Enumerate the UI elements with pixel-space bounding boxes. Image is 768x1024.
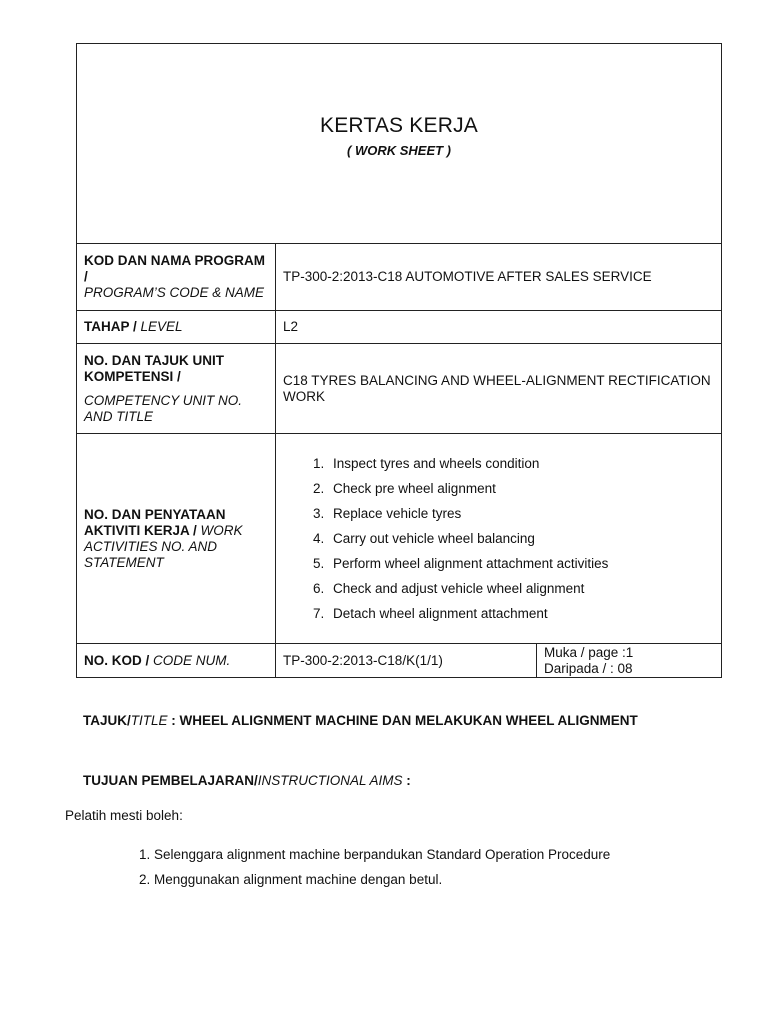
level-row (77, 311, 722, 344)
program-value: TP-300-2:2013-C18 AUTOMOTIVE AFTER SALES SERVICE (276, 244, 722, 311)
title-label-italic: TITLE (130, 713, 168, 728)
program-label (77, 244, 276, 311)
activities-row (77, 434, 722, 644)
title-cell (77, 44, 722, 244)
activities-label (77, 434, 276, 644)
activity-item: 2. Check pre wheel alignment (328, 476, 714, 501)
page-total: Daripada / : 08 (544, 660, 633, 676)
activity-item: 7. Detach wheel alignment attachment (328, 601, 714, 626)
aims-list (128, 842, 660, 892)
unit-row (77, 344, 722, 434)
level-value: L2 (276, 311, 722, 344)
aims-label-italic: INSTRUCTIONAL AIMS (257, 773, 403, 788)
page-info (537, 644, 722, 678)
worksheet-title (83, 708, 643, 733)
document-subtitle: ( WORK SHEET ) (347, 143, 451, 158)
activity-item: 4. Carry out vehicle wheel balancing (328, 526, 714, 551)
code-value: TP-300-2:2013-C18/K(1/1) (276, 644, 537, 678)
worksheet-header-table (76, 43, 721, 678)
activities-label-bold: NO. DAN PENYATAAN AKTIVITI KERJA / (84, 506, 226, 538)
activity-item: 3. Replace vehicle tyres (328, 501, 714, 526)
level-label-bold: TAHAP / (84, 319, 137, 334)
aims-heading (83, 773, 411, 788)
aim-item: 1. Selenggara alignment machine berpandukan Standard Operation Procedure (154, 842, 660, 867)
title-label-bold: TAJUK/ (83, 713, 131, 728)
unit-label (77, 344, 276, 434)
code-label-italic: CODE NUM. (153, 652, 231, 668)
document-title: KERTAS KERJA (319, 114, 478, 137)
page-number: Muka / page :1 (544, 644, 634, 660)
level-label (77, 311, 276, 344)
code-label (77, 644, 276, 678)
activities-list (283, 451, 714, 626)
activity-item: 1. Inspect tyres and wheels condition (328, 451, 714, 476)
activities-label-italic: WORK ACTIVITIES NO. AND STATEMENT (84, 522, 243, 570)
code-label-bold: NO. KOD / (84, 652, 150, 668)
unit-label-italic: COMPETENCY UNIT NO. AND TITLE (84, 392, 243, 424)
code-row (77, 644, 722, 678)
aims-label-bold: TUJUAN PEMBELAJARAN/ (83, 773, 258, 788)
program-label-bold: KOD DAN NAMA PROGRAM / (84, 253, 265, 284)
level-label-italic: LEVEL (140, 319, 183, 334)
aim-item: 2. Menggunakan alignment machine dengan betul. (154, 867, 660, 892)
title-text: : WHEEL ALIGNMENT MACHINE DAN MELAKUKAN WHEEL ALIGNMENT (171, 713, 638, 728)
unit-label-bold: NO. DAN TAJUK UNIT KOMPETENSI / (84, 352, 224, 384)
program-label-italic: PROGRAM’S CODE & NAME (84, 285, 265, 300)
unit-value: C18 TYRES BALANCING AND WHEEL-ALIGNMENT RECTIFICATION WORK (276, 344, 722, 434)
program-row (77, 244, 722, 311)
activity-item: 5. Perform wheel alignment attachment activities (328, 551, 714, 576)
intro-text: Pelatih mesti boleh: (65, 808, 183, 823)
aims-colon: : (402, 773, 411, 788)
activities-list-cell (276, 434, 722, 644)
info-table (76, 43, 722, 678)
activity-item: 6. Check and adjust vehicle wheel alignment (328, 576, 714, 601)
